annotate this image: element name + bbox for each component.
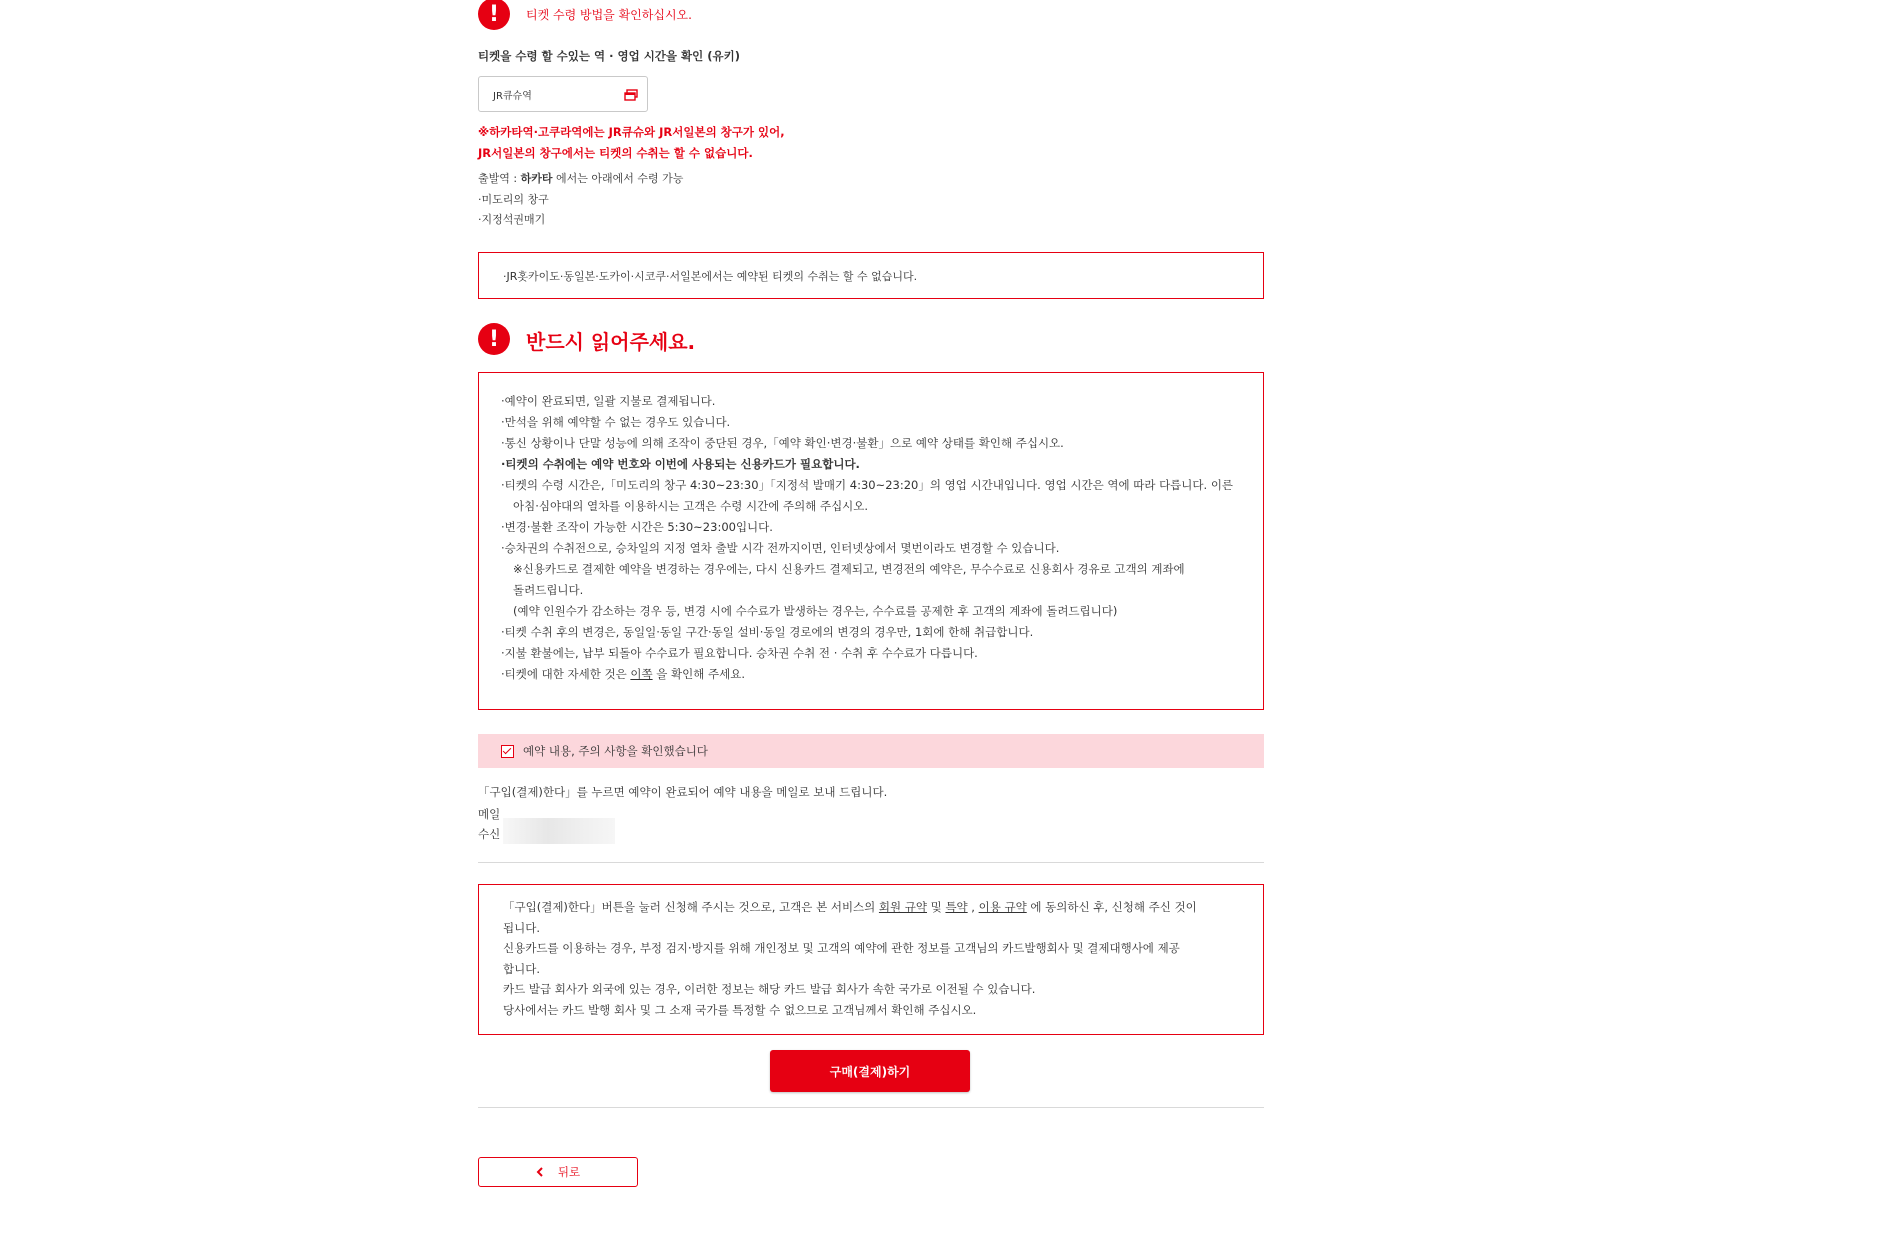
alert-icon: ! (478, 0, 510, 30)
ticket-details-link[interactable]: 이쪽 (630, 667, 653, 681)
departure-prefix: 출발역 : (478, 172, 521, 185)
note-item: ·통신 상황이나 단말 성능에 의해 조작이 중단된 경우,「예약 확인·변경·불환」으로 예약 상태를 확인해 주십시오. (501, 436, 1064, 450)
station-label: 티켓을 수령 할 수있는 역 · 영업 시간을 확인 (유키) (478, 49, 740, 63)
terms-line-1 (503, 897, 1239, 918)
terms-line-1-cont: 됩니다. (503, 920, 540, 935)
terms-line-3: 카드 발급 회사가 외국에 있는 경우, 이러한 정보는 해당 카드 발급 회사가 속한 국가로 이전될 수 있습니다. (503, 982, 1036, 996)
note-item: ※신용카드로 결제한 예약을 변경하는 경우에는, 다시 신용카드 결제되고, 변경전의 예약은, 무수수료로 신용회사 경유로 고객의 계좌에 (513, 562, 1185, 576)
confirm-bar[interactable] (478, 734, 1264, 768)
chevron-left-icon (536, 1167, 544, 1177)
alert-icon: ! (478, 323, 510, 355)
note-item: 돌려드립니다. (513, 583, 584, 597)
confirm-checkbox[interactable] (501, 745, 514, 758)
terms-comma: , (967, 900, 979, 914)
other-jr-notice-box (478, 252, 1264, 299)
departure-suffix: 에서는 아래에서 수령 가능 (552, 172, 684, 185)
station-value: JR큐슈역 (493, 90, 532, 102)
purchase-button[interactable]: 구매(결제)하기 (770, 1050, 970, 1092)
departure-line (478, 170, 683, 186)
ticket-heading: 티켓 수령 방법을 확인하십시오. (526, 8, 692, 22)
note-item: (예약 인원수가 감소하는 경우 등, 변경 시에 수수료가 발생하는 경우는, 수수료를 공제한 후 고객의 계좌에 돌려드립니다) (513, 604, 1118, 618)
note-prefix: ·티켓에 대한 자세한 것은 (501, 667, 631, 681)
divider (478, 1107, 1264, 1108)
must-read-box (478, 372, 1264, 710)
note-item: ·티켓의 수취에는 예약 번호와 이번에 사용되는 신용카드가 필요합니다. (501, 457, 860, 471)
note-item: ·티켓 수취 후의 변경은, 동일일·동일 구간·동일 설비·동일 경로에의 변경의 경우만, 1회에 한해 취급합니다. (501, 625, 1034, 639)
external-window-icon (624, 89, 638, 101)
mail-label: 메일 (478, 807, 501, 821)
member-terms-link[interactable]: 회원 규약 (878, 900, 928, 914)
confirm-label: 예약 내용, 주의 사항을 확인했습니다 (523, 744, 708, 758)
terms-prefix: 「구입(결제)한다」버튼을 눌러 신청해 주시는 것으로, 고객은 본 서비스의 (503, 900, 879, 914)
terms-line-4: 당사에서는 카드 발행 회사 및 그 소재 국가를 특정할 수 없으므로 고객님께서 확인해 주십시오. (503, 1002, 977, 1017)
special-terms-link[interactable]: 특약 (945, 900, 968, 914)
location-item: ·미도리의 창구 (478, 193, 549, 206)
station-select[interactable] (478, 76, 648, 112)
red-notice-2: JR서일본의 창구에서는 티켓의 수취는 할 수 없습니다. (478, 146, 753, 160)
note-item: ·티켓의 수령 시간은,「미도리의 창구 4:30~23:30」「지정석 발매기 4:30~23:20」의 영업 시간내입니다. 영업 시간은 역에 따라 다릅니다. 이른 (501, 478, 1234, 492)
terms-box (478, 884, 1264, 1035)
terms-line-2-cont: 합니다. (503, 961, 540, 976)
note-item: ·만석을 위해 예약할 수 없는 경우도 있습니다. (501, 415, 731, 429)
mail-notice: 「구입(결제)한다」를 누르면 예약이 완료되어 예약 내용을 메일로 보내 드립니다. (478, 785, 888, 799)
note-suffix: 을 확인해 주세요. (652, 667, 745, 681)
location-item: ·지정석권매기 (478, 213, 546, 226)
departure-station: 하카타 (520, 172, 553, 185)
note-item: ·예약이 완료되면, 일괄 지불로 결제됩니다. (501, 394, 716, 408)
note-item: 아침·심야대의 열차를 이용하시는 고객은 수령 시간에 주의해 주십시오. (513, 499, 869, 513)
red-notice-1: ※하카타역·고쿠라역에는 JR큐슈와 JR서일본의 창구가 있어, (478, 125, 785, 139)
notes-list (501, 391, 1239, 685)
back-label: 뒤로 (557, 1165, 581, 1179)
note-item: ·승차권의 수취전으로, 승차일의 지정 열차 출발 시각 전까지이면, 인터넷상에서 몇번이라도 변경할 수 있습니다. (501, 541, 1060, 555)
terms-suffix: 에 동의하신 후, 신청해 주신 것이 (1026, 900, 1197, 914)
back-button[interactable] (478, 1157, 638, 1187)
terms-line-2: 신용카드를 이용하는 경우, 부정 검지·방지를 위해 개인정보 및 고객의 예약에 관한 정보를 고객님의 카드발행회사 및 결제대행사에 제공 (503, 941, 1180, 955)
recipient-label: 수신 (478, 827, 501, 841)
note-item (501, 664, 1239, 685)
other-jr-notice: ·JR홋카이도·동일본·도카이·시코쿠·서일본에서는 예약된 티켓의 수취는 할 수 없습니다. (503, 269, 918, 283)
must-read-heading: 반드시 읽어주세요. (526, 330, 696, 354)
divider (478, 862, 1264, 863)
note-item: ·지불 환불에는, 납부 되돌아 수수료가 필요합니다. 승차권 수취 전 · 수취 후 수수료가 다릅니다. (501, 646, 978, 660)
usage-terms-link[interactable]: 이용 규약 (978, 900, 1027, 914)
recipient-email-redacted (503, 818, 615, 844)
terms-and: 및 (927, 900, 946, 914)
note-item: ·변경·불환 조작이 가능한 시간은 5:30~23:00입니다. (501, 520, 773, 534)
